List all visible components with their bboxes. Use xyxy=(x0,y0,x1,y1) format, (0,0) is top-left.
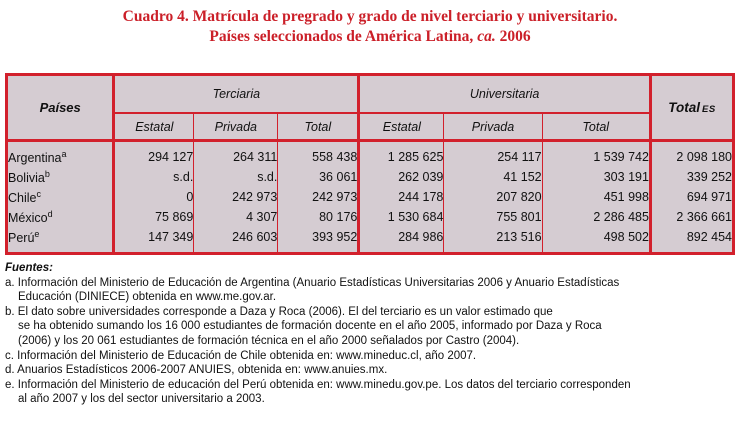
col-header-universitaria-total: Total xyxy=(542,113,650,141)
col-header-terciaria-total: Total xyxy=(278,113,359,141)
footnote-b xyxy=(5,305,740,349)
col-header-terciaria-estatal: Estatal xyxy=(114,113,194,141)
footnote-c xyxy=(5,349,740,364)
table-row-argentina xyxy=(7,141,734,168)
value-cell: 2 286 485 xyxy=(542,207,650,227)
footnote-a xyxy=(5,276,740,305)
footnote-marker: d xyxy=(47,208,53,219)
header-group-row xyxy=(7,75,734,114)
value-cell: 254 117 xyxy=(444,141,542,168)
country-name: Chile xyxy=(8,191,37,206)
footnote-line: (2006) y los 20 061 estudiantes de formación técnica en el año 2000 señalados por Castro (2004). xyxy=(18,334,520,347)
footnote-marker: b xyxy=(44,168,50,179)
value-cell: 451 998 xyxy=(542,187,650,207)
table-title xyxy=(0,0,740,47)
footnote-line: c. Información del Ministerio de Educación de Chile obtenida en: www.mineduc.cl, año 2007. xyxy=(5,349,477,362)
col-header-universitaria-privada: Privada xyxy=(444,113,542,141)
value-cell: 36 061 xyxy=(278,167,359,187)
value-cell: 147 349 xyxy=(114,227,194,254)
footnote-d xyxy=(5,363,740,378)
value-cell: 246 603 xyxy=(194,227,278,254)
footnote-line: Educación (DINIECE) obtenida en www.me.gov.ar. xyxy=(18,291,277,304)
country-cell xyxy=(7,227,114,254)
col-header-total-es: Total ES xyxy=(650,75,733,141)
col-header-terciaria-privada: Privada xyxy=(194,113,278,141)
value-cell: 1 530 684 xyxy=(359,207,444,227)
value-cell: 4 307 xyxy=(194,207,278,227)
footnote-marker: c xyxy=(36,188,41,199)
value-cell: 303 191 xyxy=(542,167,650,187)
title-line-1: Cuadro 4. Matrícula de pregrado y grado de nivel terciario y universitario. xyxy=(122,8,618,25)
value-cell: 264 311 xyxy=(194,141,278,168)
footnote-line: e. Información del Ministerio de educación del Perú obtenida en: www.minedu.gov.pe. Los datos del terciario corresponden xyxy=(5,378,631,391)
value-cell: 284 986 xyxy=(359,227,444,254)
footnote-line: b. El dato sobre universidades corresponde a Daza y Roca (2006). El del terciario es un valor estimado que xyxy=(5,305,553,318)
value-cell: 755 801 xyxy=(444,207,542,227)
value-cell: 1 285 625 xyxy=(359,141,444,168)
value-cell: 393 952 xyxy=(278,227,359,254)
table-row-mexico xyxy=(7,207,734,227)
country-name: México xyxy=(8,211,48,226)
table-row-peru xyxy=(7,227,734,254)
value-cell: 694 971 xyxy=(650,187,733,207)
value-cell: 558 438 xyxy=(278,141,359,168)
footnote-marker: a xyxy=(61,148,67,159)
country-cell xyxy=(7,167,114,187)
value-cell: 207 820 xyxy=(444,187,542,207)
value-cell: 262 039 xyxy=(359,167,444,187)
country-name: Argentina xyxy=(8,151,62,166)
footnotes xyxy=(5,261,740,407)
value-cell: 75 869 xyxy=(114,207,194,227)
col-group-universitaria: Universitaria xyxy=(359,75,651,114)
footnote-line: d. Anuarios Estadísticos 2006-2007 ANUIES, obtenida en: www.anuies.mx. xyxy=(5,364,388,377)
value-cell: s.d. xyxy=(114,167,194,187)
value-cell: 339 252 xyxy=(650,167,733,187)
table-row-chile xyxy=(7,187,734,207)
country-name: Bolivia xyxy=(8,171,45,186)
country-cell xyxy=(7,187,114,207)
col-header-paises: Países xyxy=(7,75,114,141)
value-cell: 213 516 xyxy=(444,227,542,254)
value-cell: 80 176 xyxy=(278,207,359,227)
country-cell xyxy=(7,141,114,168)
value-cell: 2 098 180 xyxy=(650,141,733,168)
col-group-terciaria: Terciaria xyxy=(114,75,359,114)
value-cell: 892 454 xyxy=(650,227,733,254)
footnote-line: se ha obtenido sumando los 16 000 estudiantes de formación docente en el año 2005, informado por Daza y Roca xyxy=(18,320,602,333)
title-line-2: Países seleccionados de América Latina, ca. 2006 xyxy=(209,28,531,45)
value-cell: 244 178 xyxy=(359,187,444,207)
value-cell: 2 366 661 xyxy=(650,207,733,227)
header-sub-row xyxy=(7,113,734,141)
value-cell: s.d. xyxy=(194,167,278,187)
footnote-line: a. Información del Ministerio de Educación de Argentina (Anuario Estadísticas Universitarias 2006 y Anuario Estadísticas xyxy=(5,276,620,289)
table-row-bolivia xyxy=(7,167,734,187)
value-cell: 242 973 xyxy=(278,187,359,207)
country-cell xyxy=(7,207,114,227)
country-name: Perú xyxy=(8,231,35,246)
footnotes-heading: Fuentes: xyxy=(5,262,53,274)
value-cell: 1 539 742 xyxy=(542,141,650,168)
value-cell: 242 973 xyxy=(194,187,278,207)
enrollment-table xyxy=(5,73,735,255)
value-cell: 498 502 xyxy=(542,227,650,254)
footnote-marker: e xyxy=(34,228,40,239)
col-header-universitaria-estatal: Estatal xyxy=(359,113,444,141)
footnote-e xyxy=(5,378,740,407)
value-cell: 0 xyxy=(114,187,194,207)
footnote-line: al año 2007 y los del sector universitario a 2003. xyxy=(18,393,265,406)
value-cell: 294 127 xyxy=(114,141,194,168)
value-cell: 41 152 xyxy=(444,167,542,187)
